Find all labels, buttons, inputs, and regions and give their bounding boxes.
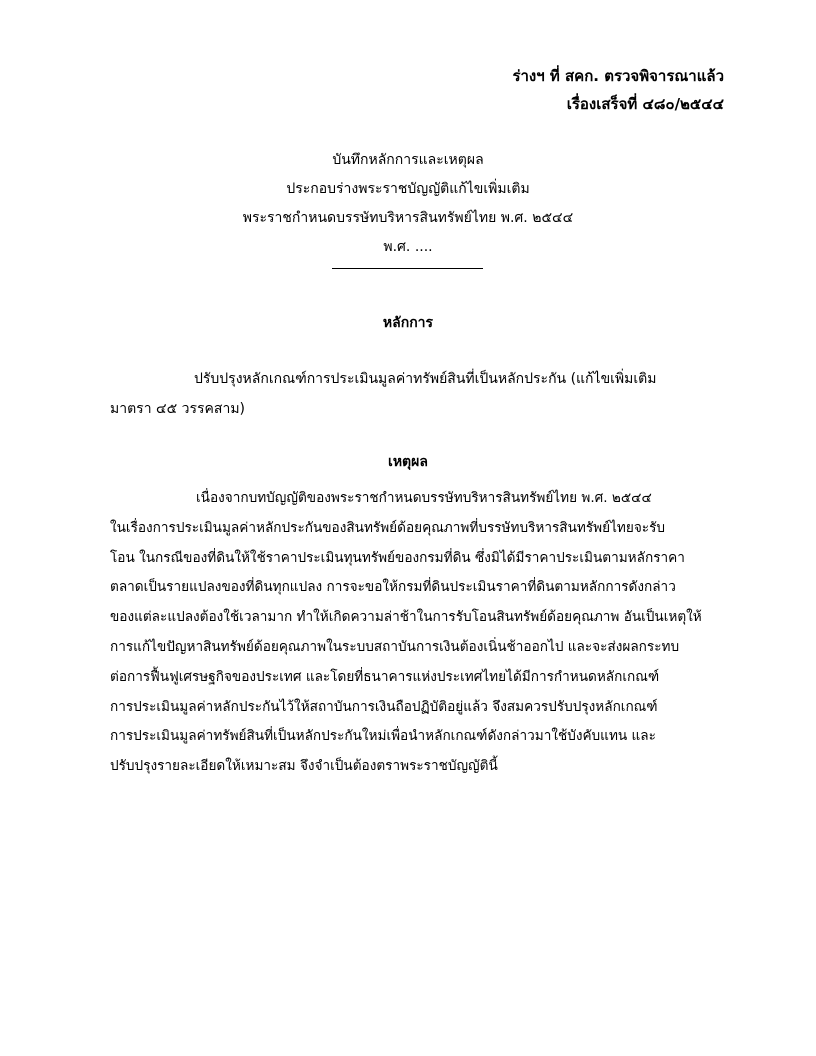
- reason-heading: เหตุผล: [388, 454, 428, 470]
- reason-line: การแก้ไขปัญหาสินทรัพย์ด้อยคุณภาพในระบบสถาบันการเงินต้องเนิ่นช้าออกไป และจะส่งผลกระทบ: [110, 638, 680, 655]
- title-line-1: บันทึกหลักการและเหตุผล: [332, 152, 484, 168]
- principle-line: ปรับปรุงหลักเกณฑ์การประเมินมูลค่าทรัพย์สินที่เป็นหลักประกัน (แก้ไขเพิ่มเติม: [194, 371, 657, 387]
- principle-paragraph: [110, 364, 720, 424]
- matter-number: เรื่องเสร็จที่ ๔๘๐/๒๕๔๔: [566, 95, 724, 113]
- reason-line: ปรับปรุงรายละเอียดให้เหมาะสม จึงจำเป็นต้องตราพระราชบัญญัตินี้: [110, 758, 498, 775]
- document-title: [0, 146, 816, 262]
- reason-line: ของแต่ละแปลงต้องใช้เวลามาก ทำให้เกิดความล่าช้าในการรับโอนสินทรัพย์ด้อยคุณภาพ อันเป็นเหตุให้: [110, 609, 702, 626]
- reason-line: ในเรื่องการประเมินมูลค่าหลักประกันของสินทรัพย์ด้อยคุณภาพที่บรรษัทบริหารสินทรัพย์ไทยจะรับ: [110, 519, 666, 536]
- title-line-3: พระราชกำหนดบรรษัทบริหารสินทรัพย์ไทย พ.ศ. ๒๕๔๔: [242, 210, 574, 226]
- reason-line: ต่อการฟื้นฟูเศรษฐกิจของประเทศ และโดยที่ธนาคารแห่งประเทศไทยได้มีการกำหนดหลักเกณฑ์: [110, 668, 660, 685]
- reason-line: โอน ในกรณีของที่ดินให้ใช้ราคาประเมินทุนทรัพย์ของกรมที่ดิน ซึ่งมิได้มีราคาประเมินตามหลักราคา: [110, 549, 685, 566]
- principle-line: มาตรา ๔๕ วรรคสาม): [110, 401, 246, 417]
- title-line-4: พ.ศ. ....: [383, 239, 433, 255]
- reason-line: การประเมินมูลค่าหลักประกันไว้ให้สถาบันการเงินถือปฏิบัติอยู่แล้ว จึงสมควรปรับปรุงหลักเกณฑ์: [110, 698, 658, 715]
- reason-line: ตลาดเป็นรายแปลงของที่ดินทุกแปลง การจะขอให้กรมที่ดินประเมินราคาที่ดินตามหลักการดังกล่าว: [110, 579, 676, 596]
- reason-line: การประเมินมูลค่าทรัพย์สินที่เป็นหลักประกันใหม่เพื่อนำหลักเกณฑ์ดังกล่าวมาใช้บังคับแทน และ: [110, 728, 656, 745]
- title-divider: [332, 268, 483, 269]
- header-note: [512, 62, 724, 118]
- reason-line: เนื่องจากบทบัญญัติของพระราชกำหนดบรรษัทบริหารสินทรัพย์ไทย พ.ศ. ๒๕๔๔: [196, 490, 652, 506]
- principle-heading: หลักการ: [382, 315, 434, 331]
- title-line-2: ประกอบร่างพระราชบัญญัติแก้ไขเพิ่มเติม: [286, 181, 530, 197]
- draft-note: ร่างฯ ที่ สคก. ตรวจพิจารณาแล้ว: [512, 67, 724, 85]
- reason-paragraph: [110, 484, 720, 782]
